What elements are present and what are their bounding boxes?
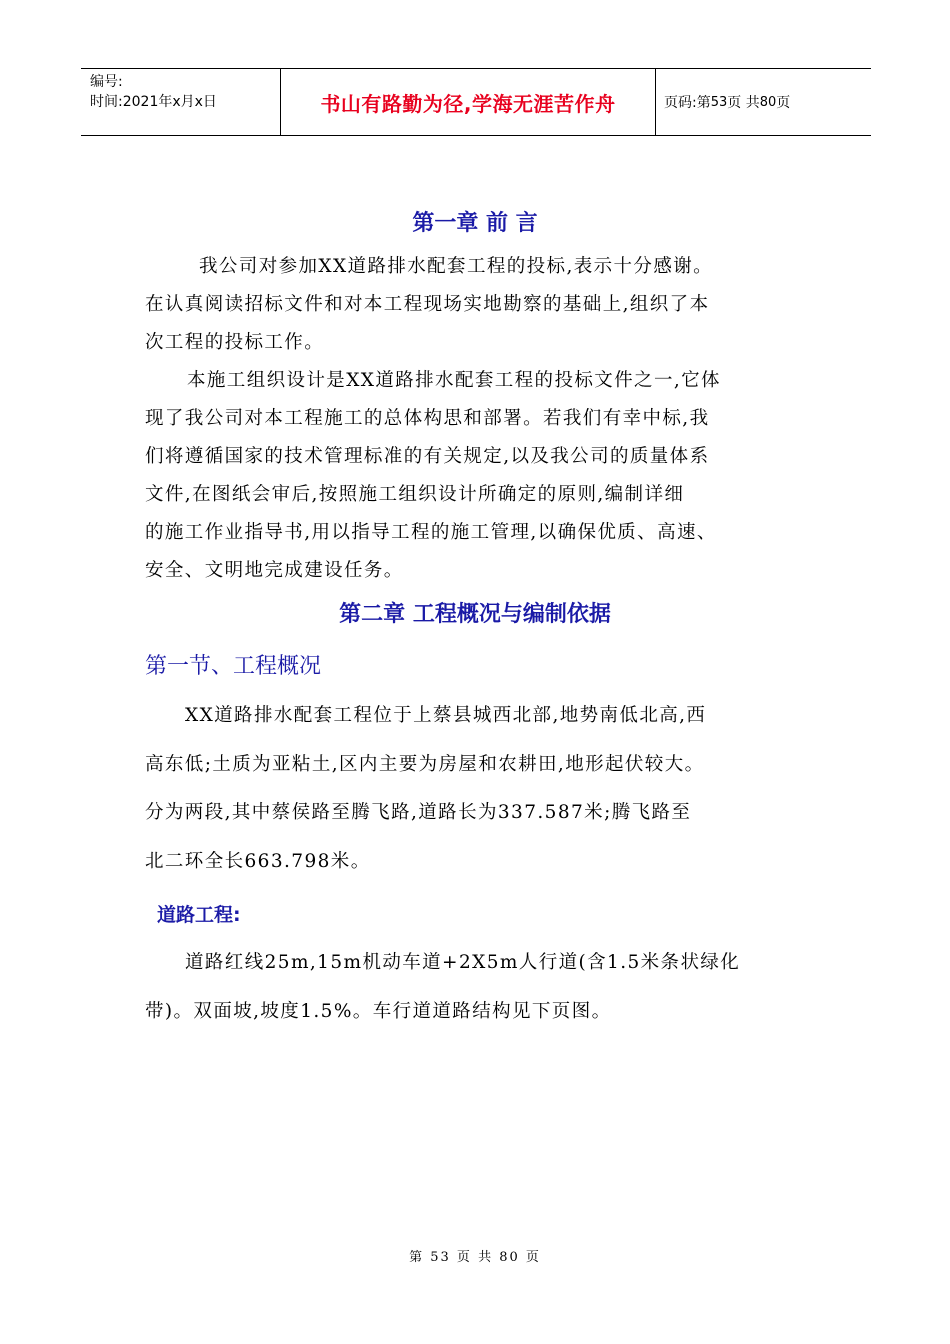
header-motto: 书山有路勤为径,学海无涯苦作舟: [281, 69, 656, 135]
page-header: [81, 68, 871, 136]
chapter2-title: 第二章 工程概况与编制依据: [339, 602, 611, 627]
header-meta: [81, 69, 281, 135]
page-footer: 第 53 页 共 80 页: [409, 1250, 541, 1265]
para2-line: 安全、文明地完成建设任务。: [145, 560, 404, 581]
section1-title: 第一节、工程概况: [145, 654, 322, 679]
road-paragraph: [145, 939, 835, 1036]
time-label: 时间:2021年x月x日: [90, 94, 217, 110]
number-label: 编号:: [90, 74, 123, 90]
para2-line: 文件,在图纸会审后,按照施工组织设计所确定的原则,编制详细: [145, 484, 685, 505]
page-total: 80: [759, 94, 777, 110]
para2-line: 本施工组织设计是XX道路排水配套工程的投标文件之一,它体: [187, 370, 721, 391]
para1-line: 我公司对参加XX道路排水配套工程的投标,表示十分感谢。: [199, 256, 714, 277]
page-prefix: 页码:第: [664, 95, 711, 111]
road-line: 道路红线25m,15m机动车道+2X5m人行道(含1.5米条状绿化: [185, 952, 741, 973]
para2-line: 的施工作业指导书,用以指导工程的施工管理,以确保优质、高速、: [145, 522, 717, 543]
para2-line: 现了我公司对本工程施工的总体构思和部署。若我们有幸中标,我: [145, 408, 710, 429]
overview-paragraph: [145, 692, 835, 886]
page-number: 53: [710, 94, 728, 110]
road-line: 带)。双面坡,坡度1.5%。车行道道路结构见下页图。: [145, 1000, 612, 1022]
road-title: 道路工程:: [157, 904, 241, 926]
page-mid: 页 共: [727, 95, 760, 111]
para2-line: 们将遵循国家的技术管理标准的有关规定,以及我公司的质量体系: [145, 446, 710, 467]
page-suffix: 页: [776, 95, 791, 111]
overview-line: XX道路排水配套工程位于上蔡县城西北部,地势南低北高,西: [185, 705, 707, 726]
overview-line: 北二环全长663.798米。: [145, 850, 371, 872]
chapter1-title: 第一章 前 言: [412, 211, 538, 236]
chapter1-para2: [145, 362, 835, 590]
header-page-info: [656, 69, 871, 135]
overview-line: 分为两段,其中蔡侯路至腾飞路,道路长为337.587米;腾飞路至: [145, 802, 692, 823]
para1-line: 次工程的投标工作。: [145, 332, 325, 353]
chapter1-para1: [145, 248, 835, 362]
overview-line: 高东低;土质为亚粘土,区内主要为房屋和农耕田,地形起伏较大。: [145, 753, 705, 775]
para1-line: 在认真阅读招标文件和对本工程现场实地勘察的基础上,组织了本: [145, 294, 710, 315]
